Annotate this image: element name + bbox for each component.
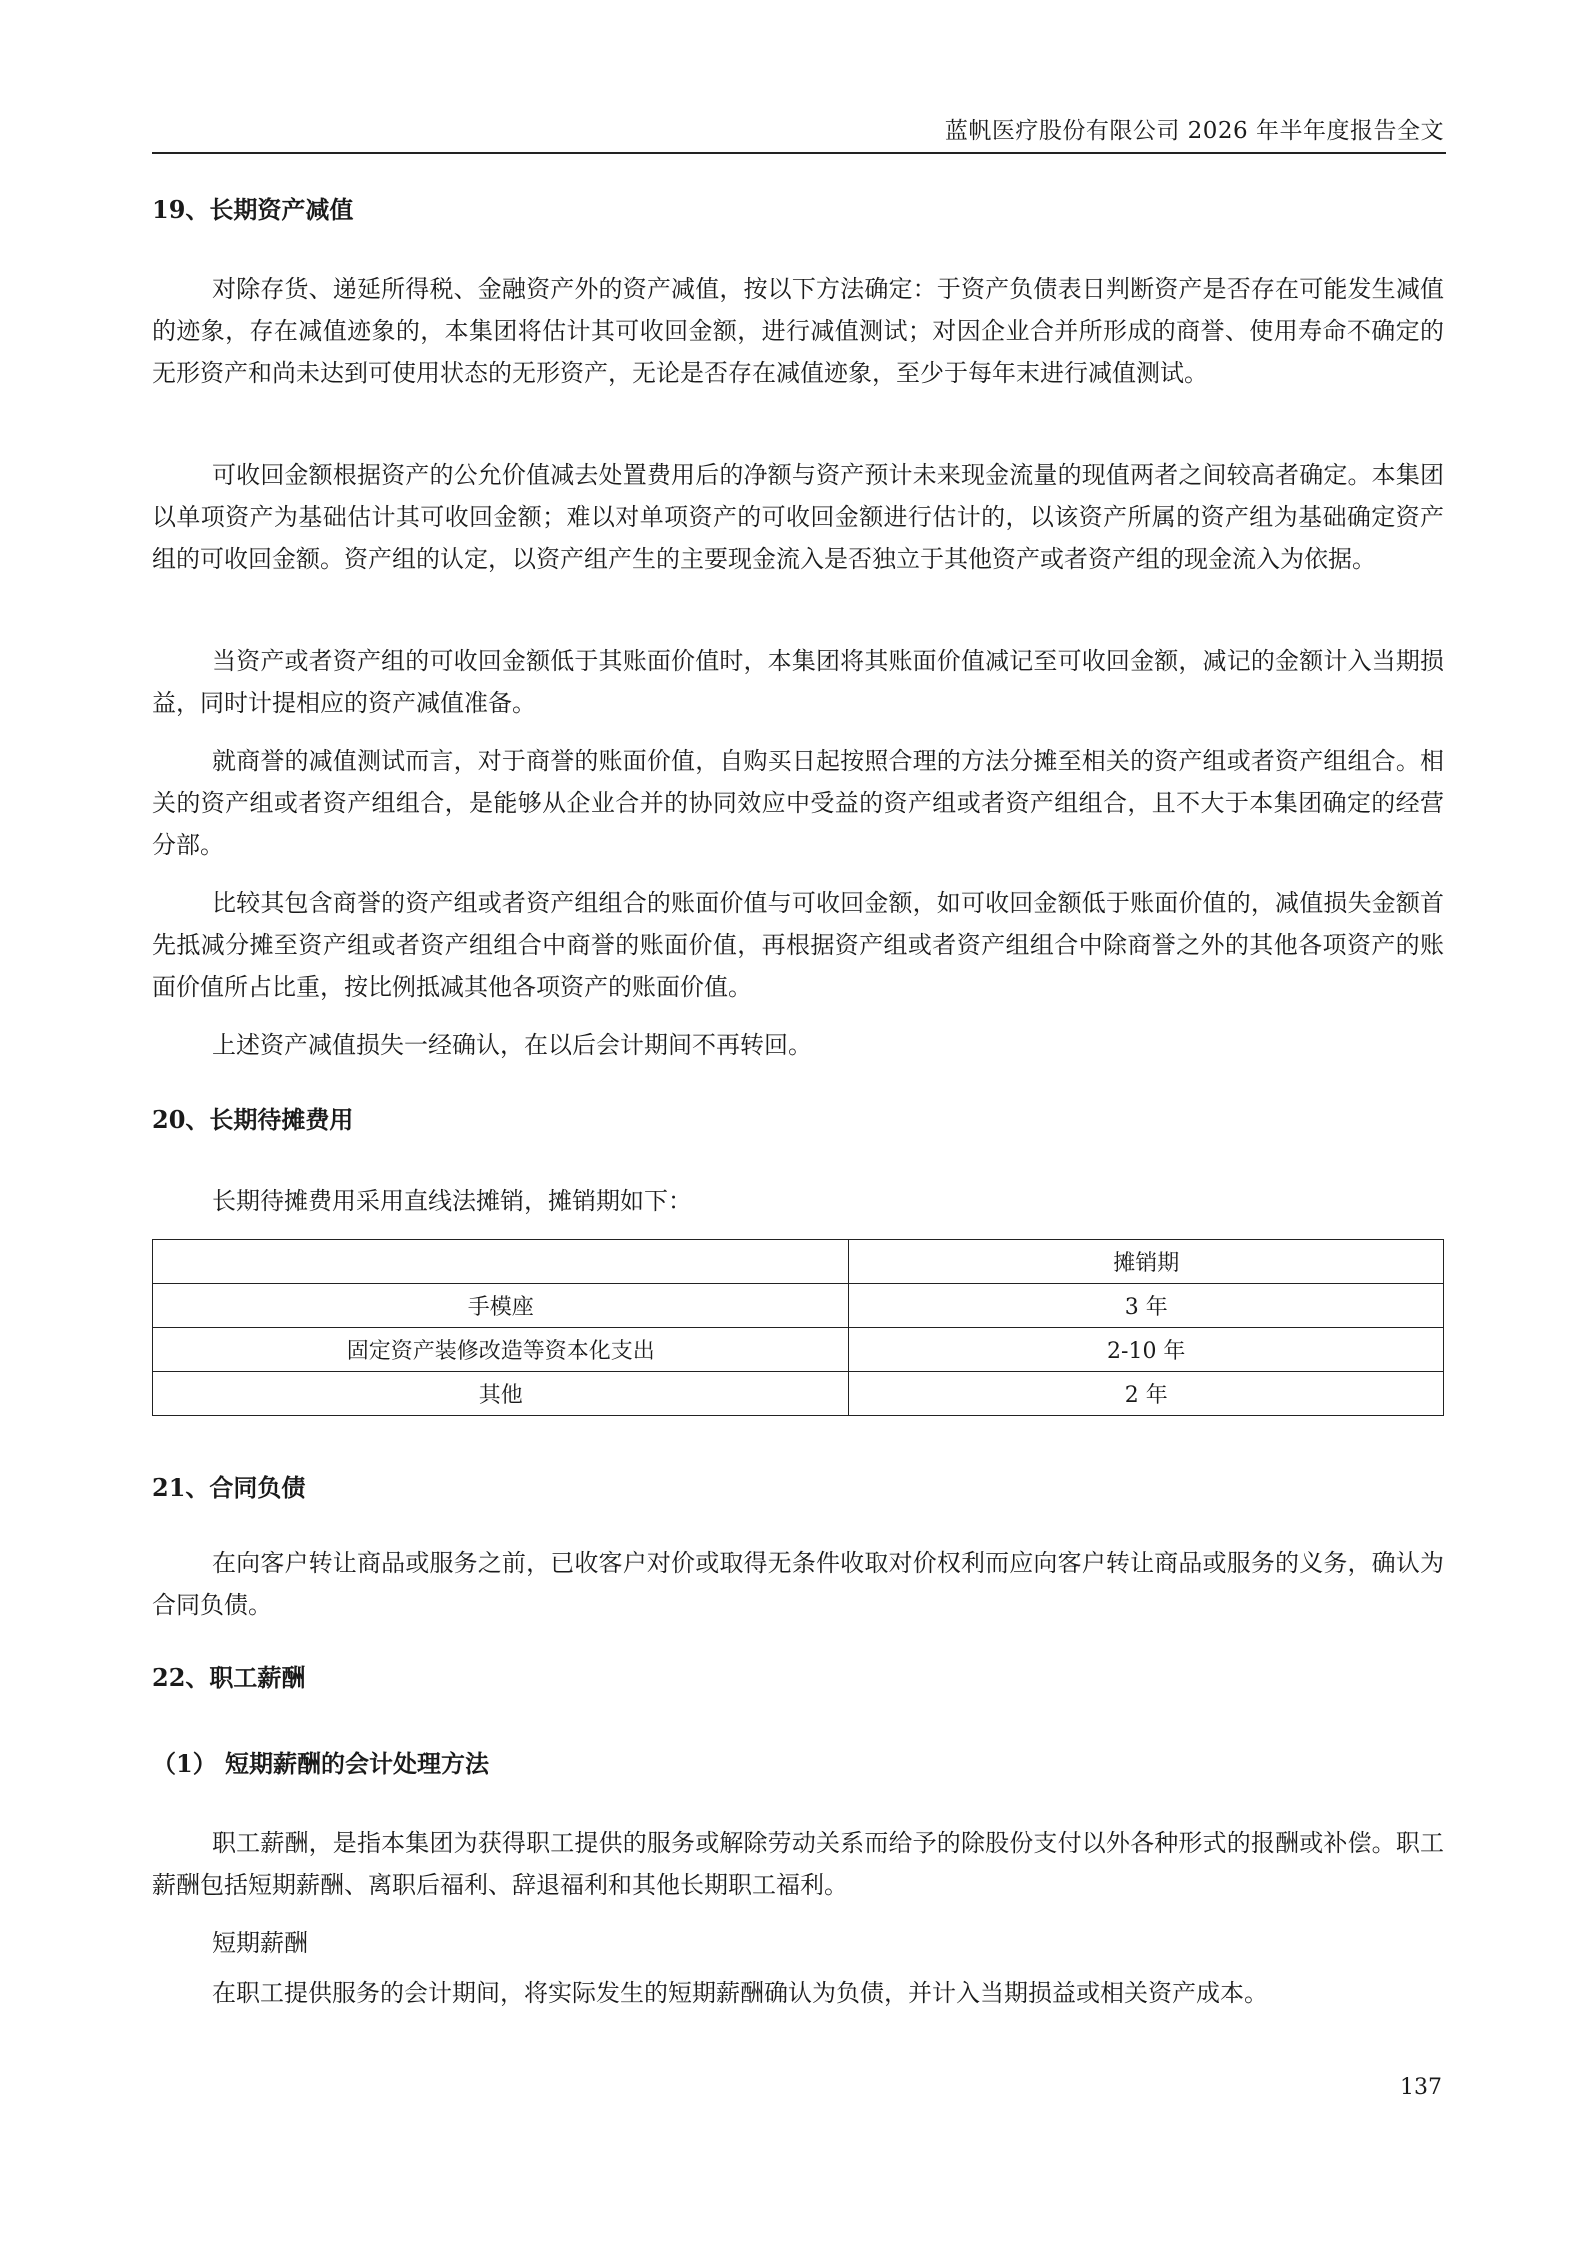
- table-cell-period: 3 年: [849, 1284, 1444, 1328]
- section-22-paragraph-2: 短期薪酬: [212, 1929, 308, 1957]
- section-19-paragraph-5: 比较其包含商誉的资产组或者资产组组合的账面价值与可收回金额，如可收回金额低于账面价值的，减值损失金额首先抵减分摊至资产组或者资产组组合中商誉的账面价值，再根据资产组或者资产组组合中除商誉之外的其他各项资产的账面价值所占比重，按比例抵减其他各项资产的账面价值。: [152, 889, 1444, 1001]
- table-cell-period: 2-10 年: [849, 1328, 1444, 1372]
- subsection-heading-short-term-pay: （1） 短期薪酬的会计处理方法: [152, 1749, 490, 1778]
- table-row: [153, 1284, 1444, 1328]
- table-cell-item: 手模座: [153, 1284, 849, 1328]
- header-divider: [152, 152, 1446, 154]
- section-heading-20: 20、长期待摊费用: [152, 1105, 354, 1134]
- section-19-paragraph-6: 上述资产减值损失一经确认，在以后会计期间不再转回。: [212, 1031, 812, 1059]
- table-row: [153, 1372, 1444, 1416]
- table-header-cell: [153, 1240, 849, 1284]
- section-19-paragraph-2: 可收回金额根据资产的公允价值减去处置费用后的净额与资产预计未来现金流量的现值两者之间较高者确定。本集团以单项资产为基础估计其可收回金额；难以对单项资产的可收回金额进行估计的，以该资产所属的资产组为基础确定资产组的可收回金额。资产组的认定，以资产组产生的主要现金流入是否独立于其他资产或者资产组的现金流入为依据。: [152, 461, 1444, 573]
- section-19-paragraph-4: 就商誉的减值测试而言，对于商誉的账面价值，自购买日起按照合理的方法分摊至相关的资产组或者资产组组合。相关的资产组或者资产组组合，是能够从企业合并的协同效应中受益的资产组或者资产组组合，且不大于本集团确定的经营分部。: [152, 747, 1444, 859]
- section-21-paragraph: 在向客户转让商品或服务之前，已收客户对价或取得无条件收取对价权利而应向客户转让商品或服务的义务，确认为合同负债。: [152, 1549, 1444, 1619]
- table-header-cell: 摊销期: [849, 1240, 1444, 1284]
- page-number: 137: [1400, 2075, 1442, 2100]
- section-20-intro: 长期待摊费用采用直线法摊销，摊销期如下：: [212, 1187, 692, 1215]
- section-heading-19: 19、长期资产减值: [152, 195, 354, 224]
- table-cell-period: 2 年: [849, 1372, 1444, 1416]
- amortization-table: [152, 1239, 1444, 1416]
- table-row: [153, 1328, 1444, 1372]
- section-22-paragraph-1: 职工薪酬，是指本集团为获得职工提供的服务或解除劳动关系而给予的除股份支付以外各种形式的报酬或补偿。职工薪酬包括短期薪酬、离职后福利、辞退福利和其他长期职工福利。: [152, 1829, 1444, 1899]
- section-heading-21: 21、合同负债: [152, 1473, 306, 1502]
- table-header-row: [153, 1240, 1444, 1284]
- table-cell-item: 固定资产装修改造等资本化支出: [153, 1328, 849, 1372]
- section-22-paragraph-3: 在职工提供服务的会计期间，将实际发生的短期薪酬确认为负债，并计入当期损益或相关资产成本。: [212, 1979, 1268, 2007]
- report-header-title: 蓝帆医疗股份有限公司 2026 年半年度报告全文: [944, 118, 1444, 144]
- table-cell-item: 其他: [153, 1372, 849, 1416]
- section-19-paragraph-1: 对除存货、递延所得税、金融资产外的资产减值，按以下方法确定：于资产负债表日判断资产是否存在可能发生减值的迹象，存在减值迹象的，本集团将估计其可收回金额，进行减值测试；对因企业合并所形成的商誉、使用寿命不确定的无形资产和尚未达到可使用状态的无形资产，无论是否存在减值迹象，至少于每年末进行减值测试。: [152, 275, 1444, 387]
- section-19-paragraph-3: 当资产或者资产组的可收回金额低于其账面价值时，本集团将其账面价值减记至可收回金额，减记的金额计入当期损益，同时计提相应的资产减值准备。: [152, 647, 1444, 717]
- section-heading-22: 22、职工薪酬: [152, 1663, 306, 1692]
